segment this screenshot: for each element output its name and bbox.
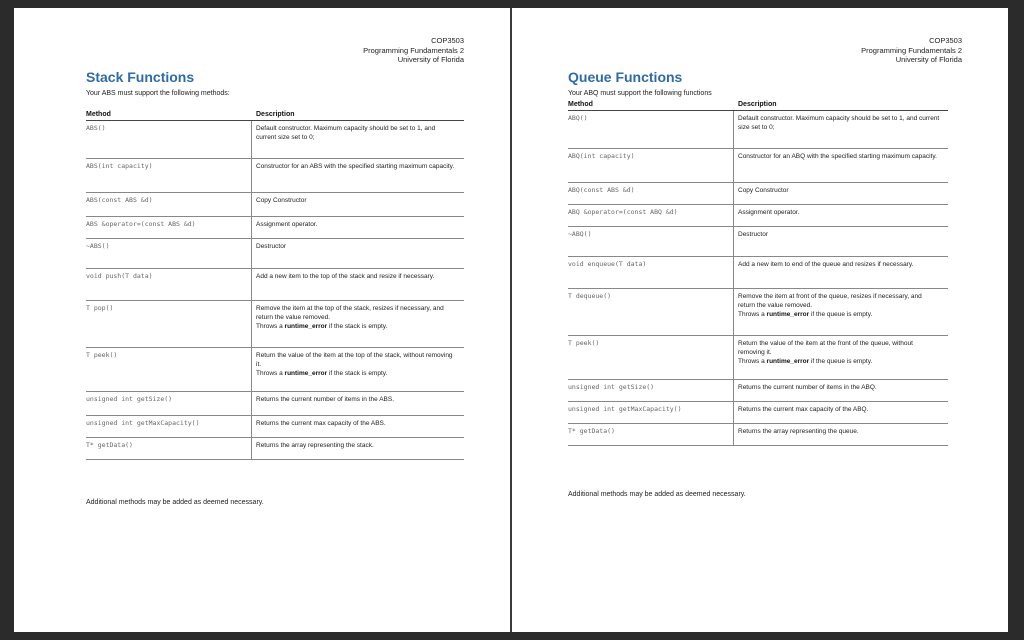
description-column-header: Description xyxy=(738,101,777,108)
method-description xyxy=(738,405,940,414)
method-signature: unsigned int getSize() xyxy=(568,383,655,391)
column-divider xyxy=(733,402,734,424)
course-name: Programming Fundamentals 2 xyxy=(861,45,962,55)
column-divider xyxy=(733,227,734,257)
method-signature: void push(T data) xyxy=(86,272,153,280)
row-divider xyxy=(568,445,948,446)
method-column-header: Method xyxy=(86,111,111,118)
description-text: Return the value of the item at the front of the queue, without removing it. xyxy=(738,340,913,356)
exception-name: runtime_error xyxy=(766,358,810,365)
method-description xyxy=(738,152,940,161)
table-row xyxy=(568,289,948,336)
method-description xyxy=(738,186,940,195)
method-description xyxy=(256,351,456,378)
section-title: Queue Functions xyxy=(568,69,683,85)
table-row xyxy=(86,121,464,159)
throws-prefix: Throws a xyxy=(256,370,285,377)
page-header xyxy=(363,36,464,65)
method-signature: ABQ &operator=(const ABQ &d) xyxy=(568,208,678,216)
method-signature: T* getData() xyxy=(568,427,615,435)
section-intro: Your ABQ must support the following functions xyxy=(568,90,712,97)
method-signature: ABQ(int capacity) xyxy=(568,152,635,160)
description-text: Default constructor. Maximum capacity should be set to 1, and current size set to 0; xyxy=(256,125,436,141)
column-divider xyxy=(251,392,252,416)
method-signature: unsigned int getMaxCapacity() xyxy=(86,419,200,427)
table-row xyxy=(86,348,464,392)
page-queue xyxy=(512,8,1008,632)
description-text: Returns the array representing the queue. xyxy=(738,428,859,435)
table-row xyxy=(568,380,948,402)
method-signature: ABQ(const ABS &d) xyxy=(568,186,635,194)
throws-prefix: Throws a xyxy=(738,311,767,318)
description-text: Return the value of the item at the top of the stack, without removing it. xyxy=(256,352,453,368)
method-description xyxy=(256,196,456,205)
table-row xyxy=(86,239,464,269)
column-divider xyxy=(251,348,252,392)
table-row xyxy=(568,257,948,289)
throws-suffix: if the queue is empty. xyxy=(809,311,873,318)
method-description xyxy=(738,427,940,436)
table-row xyxy=(86,301,464,348)
method-signature: ABS(const ABS &d) xyxy=(86,196,153,204)
description-text: Copy Constructor xyxy=(256,197,307,204)
column-divider xyxy=(251,121,252,159)
method-description xyxy=(738,260,940,269)
method-description xyxy=(738,230,940,239)
method-signature: T pop() xyxy=(86,304,114,312)
column-divider xyxy=(733,183,734,205)
throws-suffix: if the stack is empty. xyxy=(327,323,388,330)
column-divider xyxy=(251,217,252,239)
description-text: Remove the item at the top of the stack, resizes if necessary, and return the value removed. xyxy=(256,305,444,321)
throws-suffix: if the queue is empty. xyxy=(809,358,873,365)
description-text: Copy Constructor xyxy=(738,187,789,194)
table-row xyxy=(86,269,464,301)
column-divider xyxy=(733,289,734,336)
table-row xyxy=(86,217,464,239)
description-text: Remove the item at front of the queue, resizes if necessary, and return the value removed. xyxy=(738,293,922,309)
method-description xyxy=(256,419,456,428)
description-text: Add a new item to the top of the stack and resize if necessary. xyxy=(256,273,435,280)
description-text: Constructor for an ABS with the specified starting maximum capacity. xyxy=(256,163,455,170)
method-description xyxy=(738,114,940,132)
table-row xyxy=(568,183,948,205)
table-row xyxy=(568,111,948,149)
description-text: Returns the current number of items in the ABS. xyxy=(256,396,395,403)
method-signature: T peek() xyxy=(568,339,600,347)
column-divider xyxy=(251,438,252,460)
method-description xyxy=(256,304,456,331)
method-description xyxy=(256,441,456,450)
method-description xyxy=(256,242,456,251)
exception-name: runtime_error xyxy=(766,311,810,318)
column-divider xyxy=(733,424,734,446)
footer-note: Additional methods may be added as deemed necessary. xyxy=(86,499,264,506)
footer-note: Additional methods may be added as deemed necessary. xyxy=(568,491,746,498)
column-divider xyxy=(733,336,734,380)
throws-suffix: if the stack is empty. xyxy=(327,370,388,377)
column-divider xyxy=(251,239,252,269)
university: University of Florida xyxy=(397,55,464,64)
column-divider xyxy=(251,269,252,301)
description-text: Returns the current max capacity of the ABS. xyxy=(256,420,386,427)
table-row xyxy=(568,149,948,183)
table-row xyxy=(86,193,464,217)
method-signature: ABS &operator=(const ABS &d) xyxy=(86,220,196,228)
method-description xyxy=(256,395,456,404)
description-text: Default constructor. Maximum capacity should be set to 1, and current size set to 0; xyxy=(738,115,940,131)
column-divider xyxy=(733,205,734,227)
method-description xyxy=(256,272,456,281)
throws-prefix: Throws a xyxy=(738,358,767,365)
table-row xyxy=(86,416,464,438)
course-name: Programming Fundamentals 2 xyxy=(363,45,464,55)
table-row xyxy=(568,402,948,424)
method-signature: T peek() xyxy=(86,351,118,359)
description-text: Returns the array representing the stack. xyxy=(256,442,374,449)
section-title: Stack Functions xyxy=(86,69,195,85)
description-text: Assignment operator. xyxy=(738,209,800,216)
table-row xyxy=(86,438,464,460)
method-signature: ABS(int capacity) xyxy=(86,162,153,170)
column-divider xyxy=(251,416,252,438)
column-divider xyxy=(251,159,252,193)
column-divider xyxy=(733,111,734,149)
table-row xyxy=(568,205,948,227)
method-signature: ~ABQ() xyxy=(568,230,592,238)
description-text: Add a new item to end of the queue and resizes if necessary. xyxy=(738,261,914,268)
method-description xyxy=(256,220,456,229)
table-row xyxy=(568,336,948,380)
description-text: Constructor for an ABQ with the specified starting maximum capacity. xyxy=(738,153,937,160)
method-signature: unsigned int getSize() xyxy=(86,395,173,403)
method-description xyxy=(738,292,940,319)
method-description xyxy=(738,383,940,392)
method-signature: ABS() xyxy=(86,124,106,132)
description-text: Destructor xyxy=(738,231,768,238)
column-divider xyxy=(733,149,734,183)
throws-prefix: Throws a xyxy=(256,323,285,330)
method-description xyxy=(256,124,456,142)
method-signature: ABQ() xyxy=(568,114,588,122)
row-divider xyxy=(86,459,464,460)
column-divider xyxy=(733,257,734,289)
method-signature: ~ABS() xyxy=(86,242,110,250)
column-divider xyxy=(251,193,252,217)
exception-name: runtime_error xyxy=(284,323,328,330)
method-signature: void enqueue(T data) xyxy=(568,260,647,268)
method-signature: T dequeue() xyxy=(568,292,612,300)
method-signature: T* getData() xyxy=(86,441,133,449)
page-header xyxy=(861,36,962,65)
table-row xyxy=(86,392,464,416)
description-text: Returns the current number of items in the ABQ. xyxy=(738,384,877,391)
method-description xyxy=(738,208,940,217)
description-text: Returns the current max capacity of the ABQ. xyxy=(738,406,869,413)
description-text: Assignment operator. xyxy=(256,221,318,228)
exception-name: runtime_error xyxy=(284,370,328,377)
column-divider xyxy=(733,380,734,402)
method-signature: unsigned int getMaxCapacity() xyxy=(568,405,682,413)
course-code: COP3503 xyxy=(929,36,962,45)
university: University of Florida xyxy=(895,55,962,64)
section-intro: Your ABS must support the following methods: xyxy=(86,90,230,97)
page-stack xyxy=(14,8,510,632)
course-code: COP3503 xyxy=(431,36,464,45)
table-row xyxy=(568,227,948,257)
description-text: Destructor xyxy=(256,243,286,250)
description-column-header: Description xyxy=(256,111,295,118)
method-description xyxy=(738,339,940,366)
method-column-header: Method xyxy=(568,101,593,108)
table-row xyxy=(86,159,464,193)
method-description xyxy=(256,162,456,171)
table-row xyxy=(568,424,948,446)
column-divider xyxy=(251,301,252,348)
